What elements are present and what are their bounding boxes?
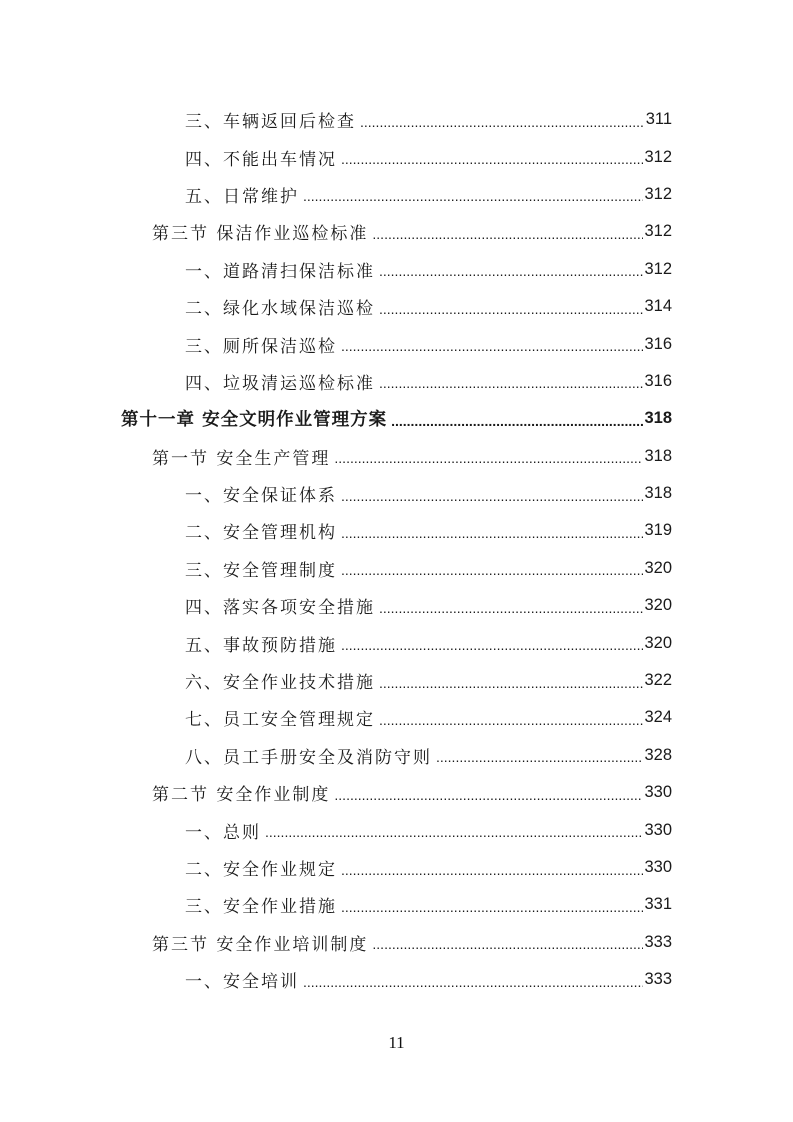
toc-dot-leader xyxy=(265,824,643,840)
toc-entry-title: 七、员工安全管理规定 xyxy=(185,710,375,731)
toc-entry[interactable] xyxy=(0,251,793,288)
toc-entry[interactable] xyxy=(0,699,793,736)
toc-dot-leader xyxy=(341,862,643,878)
toc-dot-leader xyxy=(391,413,643,429)
toc-entry-page: 330 xyxy=(644,858,672,876)
toc-dot-leader xyxy=(379,301,643,317)
toc-entry-title: 四、落实各项安全措施 xyxy=(185,598,375,619)
toc-entry-title: 一、道路清扫保洁标准 xyxy=(185,261,375,282)
toc-dot-leader xyxy=(303,188,643,204)
toc-entry-title: 四、垃圾清运巡检标准 xyxy=(185,373,375,394)
toc-entry-page: 316 xyxy=(644,334,672,353)
toc-entry[interactable] xyxy=(0,512,793,549)
toc-dot-leader xyxy=(341,525,643,541)
toc-entry-title: 第三节 保洁作业巡检标准 xyxy=(152,224,369,245)
toc-entry-page: 311 xyxy=(645,110,672,129)
toc-entry-title: 第二节 安全作业制度 xyxy=(152,785,331,806)
toc-dot-leader xyxy=(341,637,643,653)
toc-entry-page: 330 xyxy=(644,820,672,839)
toc-entry-page: 320 xyxy=(644,596,672,615)
toc-entry[interactable] xyxy=(0,624,793,661)
toc-entry-title: 二、安全作业规定 xyxy=(185,860,337,880)
toc-entry-title: 第十一章 安全文明作业管理方案 xyxy=(121,410,388,431)
toc-dot-leader xyxy=(379,375,643,391)
table-of-contents xyxy=(0,101,793,998)
toc-entry-page: 312 xyxy=(644,222,672,241)
toc-entry-page: 319 xyxy=(644,521,672,540)
toc-section-entry[interactable] xyxy=(0,438,793,475)
toc-section-entry[interactable] xyxy=(0,924,793,961)
toc-dot-leader xyxy=(341,488,643,504)
toc-entry-title: 三、安全作业措施 xyxy=(185,897,337,918)
toc-entry-page: 316 xyxy=(644,371,672,390)
toc-entry[interactable] xyxy=(0,550,793,587)
toc-entry-title: 一、总则 xyxy=(185,822,261,843)
page-number: 11 xyxy=(388,1033,405,1052)
toc-entry-title: 三、车辆返回后检查 xyxy=(185,112,356,133)
toc-entry-page: 314 xyxy=(644,297,672,316)
toc-entry[interactable] xyxy=(0,288,793,325)
toc-entry-page: 318 xyxy=(644,446,672,465)
toc-entry-page: 318 xyxy=(644,409,672,428)
toc-entry[interactable] xyxy=(0,886,793,923)
toc-entry-title: 二、安全管理机构 xyxy=(185,523,337,544)
toc-entry-page: 333 xyxy=(644,932,672,951)
toc-dot-leader xyxy=(379,263,643,279)
toc-entry[interactable] xyxy=(0,325,793,362)
toc-dot-leader xyxy=(341,338,643,354)
toc-entry-page: 320 xyxy=(644,558,672,577)
toc-dot-leader xyxy=(360,114,645,130)
toc-entry[interactable] xyxy=(0,176,793,213)
toc-entry[interactable] xyxy=(0,363,793,400)
toc-dot-leader xyxy=(303,974,643,990)
toc-section-entry[interactable] xyxy=(0,774,793,811)
toc-dot-leader xyxy=(341,899,643,915)
toc-entry-title: 四、不能出车情况 xyxy=(185,149,337,170)
toc-entry-page: 312 xyxy=(644,184,672,203)
toc-dot-leader xyxy=(334,787,643,803)
toc-dot-leader xyxy=(436,749,643,765)
toc-dot-leader xyxy=(341,562,643,578)
toc-section-entry[interactable] xyxy=(0,213,793,250)
toc-chapter-entry[interactable] xyxy=(0,400,793,437)
toc-dot-leader xyxy=(379,712,643,728)
toc-entry[interactable] xyxy=(0,811,793,848)
toc-entry-page: 318 xyxy=(644,484,672,503)
toc-entry-page: 312 xyxy=(644,259,672,278)
toc-entry-title: 五、日常维护 xyxy=(185,186,299,207)
toc-entry[interactable] xyxy=(0,849,793,886)
toc-entry-title: 五、事故预防措施 xyxy=(185,635,337,656)
toc-entry[interactable] xyxy=(0,101,793,138)
toc-entry-page: 324 xyxy=(644,708,672,727)
toc-entry-page: 328 xyxy=(644,745,672,764)
toc-entry-page: 331 xyxy=(644,895,672,914)
toc-entry-title: 第一节 安全生产管理 xyxy=(152,448,331,469)
toc-entry-page: 320 xyxy=(644,633,672,652)
toc-entry[interactable] xyxy=(0,961,793,998)
toc-entry[interactable] xyxy=(0,587,793,624)
toc-entry-page: 322 xyxy=(644,671,672,690)
toc-entry-title: 第三节 安全作业培训制度 xyxy=(152,934,369,955)
toc-dot-leader xyxy=(334,450,643,466)
toc-dot-leader xyxy=(372,936,643,952)
toc-entry-title: 二、绿化水域保洁巡检 xyxy=(185,299,375,320)
toc-dot-leader xyxy=(379,600,643,616)
toc-entry-title: 一、安全保证体系 xyxy=(185,486,337,507)
toc-dot-leader xyxy=(341,151,643,167)
toc-entry-title: 一、安全培训 xyxy=(185,972,299,993)
toc-entry-title: 三、安全管理制度 xyxy=(185,560,337,581)
toc-entry-title: 八、员工手册安全及消防守则 xyxy=(185,747,432,768)
toc-entry-page: 312 xyxy=(644,147,672,166)
toc-dot-leader xyxy=(372,226,643,242)
toc-entry-title: 六、安全作业技术措施 xyxy=(185,673,375,694)
toc-entry[interactable] xyxy=(0,475,793,512)
toc-entry[interactable] xyxy=(0,662,793,699)
toc-dot-leader xyxy=(379,675,643,691)
toc-entry-page: 333 xyxy=(644,970,672,989)
toc-entry[interactable] xyxy=(0,138,793,175)
toc-entry-title: 三、厕所保洁巡检 xyxy=(185,336,337,357)
toc-entry-page: 330 xyxy=(644,783,672,802)
toc-entry[interactable] xyxy=(0,737,793,774)
